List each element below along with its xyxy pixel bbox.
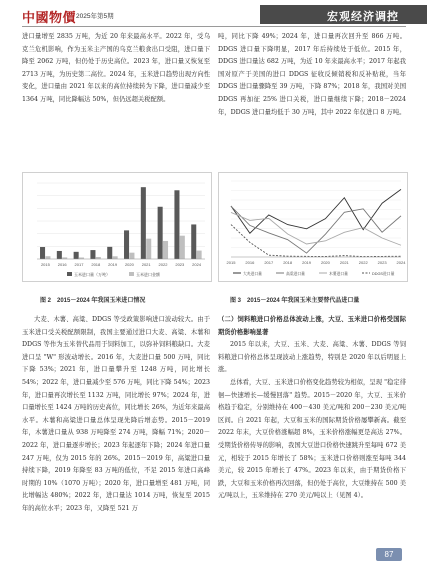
x-tick-label: 2016 — [245, 260, 255, 265]
x-tick-label: 2018 — [91, 262, 101, 267]
bar — [124, 230, 129, 259]
paragraph: 吨，同比下降 49%；2024 年，进口量再次回升至 866 万吨。DDGS 进口量下降明显，2017 年后持续处于低位。2015 年，DDGS 进口量达 682 万吨，为近 10 年来最高水平；2017 年起我国对原产于美国的进口 DDGS 征收反倾销税和反补贴税，当年 DDGS 进口量骤降至 39 万吨，下降 87%；2018 年，我国对美国 DDGS 再加征 25% 进口关税，进口量继续下降；2018－2024 年，DDGS 进口量均低于 30 万吨，其中 2022 年仅进口 8 万吨。 — [218, 33, 406, 116]
x-tick-label: 2021 — [141, 262, 151, 267]
bar — [57, 251, 62, 259]
bar — [197, 251, 202, 259]
x-tick-label: 2024 — [192, 262, 202, 267]
bar — [191, 224, 196, 259]
figure-3-svg — [219, 173, 407, 281]
legend-label: 大麦进口量 — [243, 272, 262, 276]
legend-label: 木薯进口量 — [329, 272, 348, 276]
paragraph: 总体看，大豆、玉米进口价格变化趋势较为相似，呈现 "稳定徘徊—快速增长—缓慢回落" 趋势。2015－2020 年，大豆、玉米价格趋于稳定，分别维持在 400－430 美元/吨和 200－230 美元/吨区间。自 2021 年起，大豆和玉米的国际期货价格屡攀新高。截至 2022 年末，大豆价格涨幅超 8%，玉米价格涨幅更是高达 27%。受期货价格传导的影响，我国大豆进口价格快速跳升至每吨 672 美元，相较于 2015 年增长了 58%；玉米进口价格则涨至每吨 344 美元，较 2015 年增长了 47%。2023 年以来，由于期货价格下跌，大豆和玉米价格再次回落，但仍处于高位，大豆维持在 500 美元/吨以上，玉米维持在 270 美元/吨以上（见图 4）。 — [218, 378, 406, 500]
x-tick-label: 2015 — [226, 260, 236, 265]
series-line — [231, 189, 401, 233]
bar — [158, 207, 163, 259]
section-title: 宏观经济调控 — [327, 11, 399, 23]
x-tick-label: 2024 — [396, 260, 406, 265]
paragraph: 进口量增至 2835 万吨，为近 20 年来最高水平。2022 年，受乌克兰危机影响，作为玉米主产国的乌克兰粮食出口受阻，进口量下降至 2062 万吨，但仍处于历史高位。2023 年，进口量又恢复至 2713 万吨，为历史第二高位。2024 年，玉米进口趋势出现方向性变化，进口量由 2021 年以来的高位持续转为下降，进口量减少至 1364 万吨，同比降幅达 50%，但仍远超关税配额。 — [22, 33, 210, 103]
bar — [90, 250, 95, 259]
legend-label: 玉米进口量（万吨） — [74, 272, 110, 277]
x-tick-label: 2018 — [283, 260, 293, 265]
left-column-bottom — [22, 314, 210, 516]
x-tick-label: 2022 — [358, 260, 368, 265]
left-column-top — [22, 31, 210, 107]
figure-2-caption: 图 2 2015－2024 年我国玉米进口情况 — [40, 298, 146, 304]
bar — [174, 190, 179, 259]
right-column-top — [218, 31, 406, 119]
legend-label: 玉米进口金额 — [136, 272, 160, 277]
x-tick-label: 2016 — [57, 262, 67, 267]
page-header — [0, 0, 427, 30]
x-tick-label: 2020 — [124, 262, 134, 267]
section-banner — [260, 5, 427, 24]
subsection-heading: （二）饲料粮进口价格总体波动上涨，大豆、玉米进口价格受国际期货价格影响显著 — [218, 316, 406, 336]
x-tick-label: 2021 — [339, 260, 349, 265]
bar — [146, 239, 151, 259]
bar — [163, 241, 168, 259]
paragraph: 2015 年以来，大豆、玉米、大麦、高粱、木薯、DDGS 等饲料粮进口价格总体呈现波动上涨趋势，特别是 2020 年以后明显上涨。 — [218, 341, 406, 374]
bar — [45, 256, 50, 259]
x-tick-label: 2023 — [377, 260, 387, 265]
x-tick-label: 2020 — [320, 260, 330, 265]
right-column-bottom — [218, 314, 406, 503]
series-line — [231, 225, 401, 257]
journal-logo: 中國物價 — [22, 11, 77, 26]
x-tick-label: 2015 — [40, 262, 50, 267]
paragraph: 大麦、木薯、高粱、DDGS 等受政策影响进口波动较大。由于玉米进口受关税配额限制，我国主要通过进口大麦、高粱、木薯和 DDGS 等作为玉米替代品用于饲料加工，以弥补饲料粮缺口。大麦进口呈 "W" 形波动增长。2016 年，大麦进口量 500 万吨，同比下降 53%；2021 年，进口量攀升至 1248 万吨，同比增长 54%；2022 年，进口量减少至 576 万吨，同比下降 54%；2023 年，进口量再次增长至 1132 万吨，同比增长 97%；2024 年，进口量增长至 1424 万吨的历史高位，同比增长 26%，为近年来最高水平。木薯和高粱进口量总体呈现先降后增态势。2015－2019 年，木薯进口量从 938 万吨降至 274 万吨，降幅 71%；2020－2022 年，进口量逐步增长；2023 年起逐年下降；2024 年进口量 247 万吨，仅为 2015 年的 26%。2015－2019 年，高粱进口量持续下降，2019 年降至 83 万吨的低位，不足 2015 年进口高峰时期的 10%（1070 万吨）；2020 年，进口量增至 481 万吨，同比增幅达 480%；2022 年，进口量达 1014 万吨，恢复至 2015 年的高位水平；2023 年，又降至 521 万 — [22, 316, 210, 512]
bar — [40, 247, 45, 259]
bar — [74, 252, 79, 259]
x-tick-label: 2017 — [74, 262, 84, 267]
bar — [107, 247, 112, 259]
legend-label: 高粱进口量 — [286, 272, 305, 276]
header-rule — [22, 26, 406, 27]
bar — [141, 187, 146, 259]
legend-swatch — [129, 272, 134, 276]
x-tick-label: 2023 — [175, 262, 185, 267]
bar — [96, 257, 101, 259]
figure-2-svg — [23, 173, 211, 281]
figure-3-chart — [218, 172, 408, 282]
bar — [180, 236, 185, 259]
bar — [113, 256, 118, 259]
issue-label: 2025年第5期 — [76, 13, 114, 20]
legend-swatch — [67, 272, 72, 276]
page-number: 87 — [376, 548, 402, 561]
legend-label: DDGS进口量 — [372, 272, 395, 276]
x-tick-label: 2022 — [158, 262, 168, 267]
figure-3-caption: 图 3 2015－2024 年我国玉米主要替代品进口量 — [230, 298, 360, 304]
bar — [129, 253, 134, 259]
x-tick-label: 2017 — [264, 260, 274, 265]
figure-2-chart — [22, 172, 212, 282]
series-line — [231, 212, 401, 245]
x-tick-label: 2019 — [302, 260, 312, 265]
x-tick-label: 2019 — [108, 262, 118, 267]
